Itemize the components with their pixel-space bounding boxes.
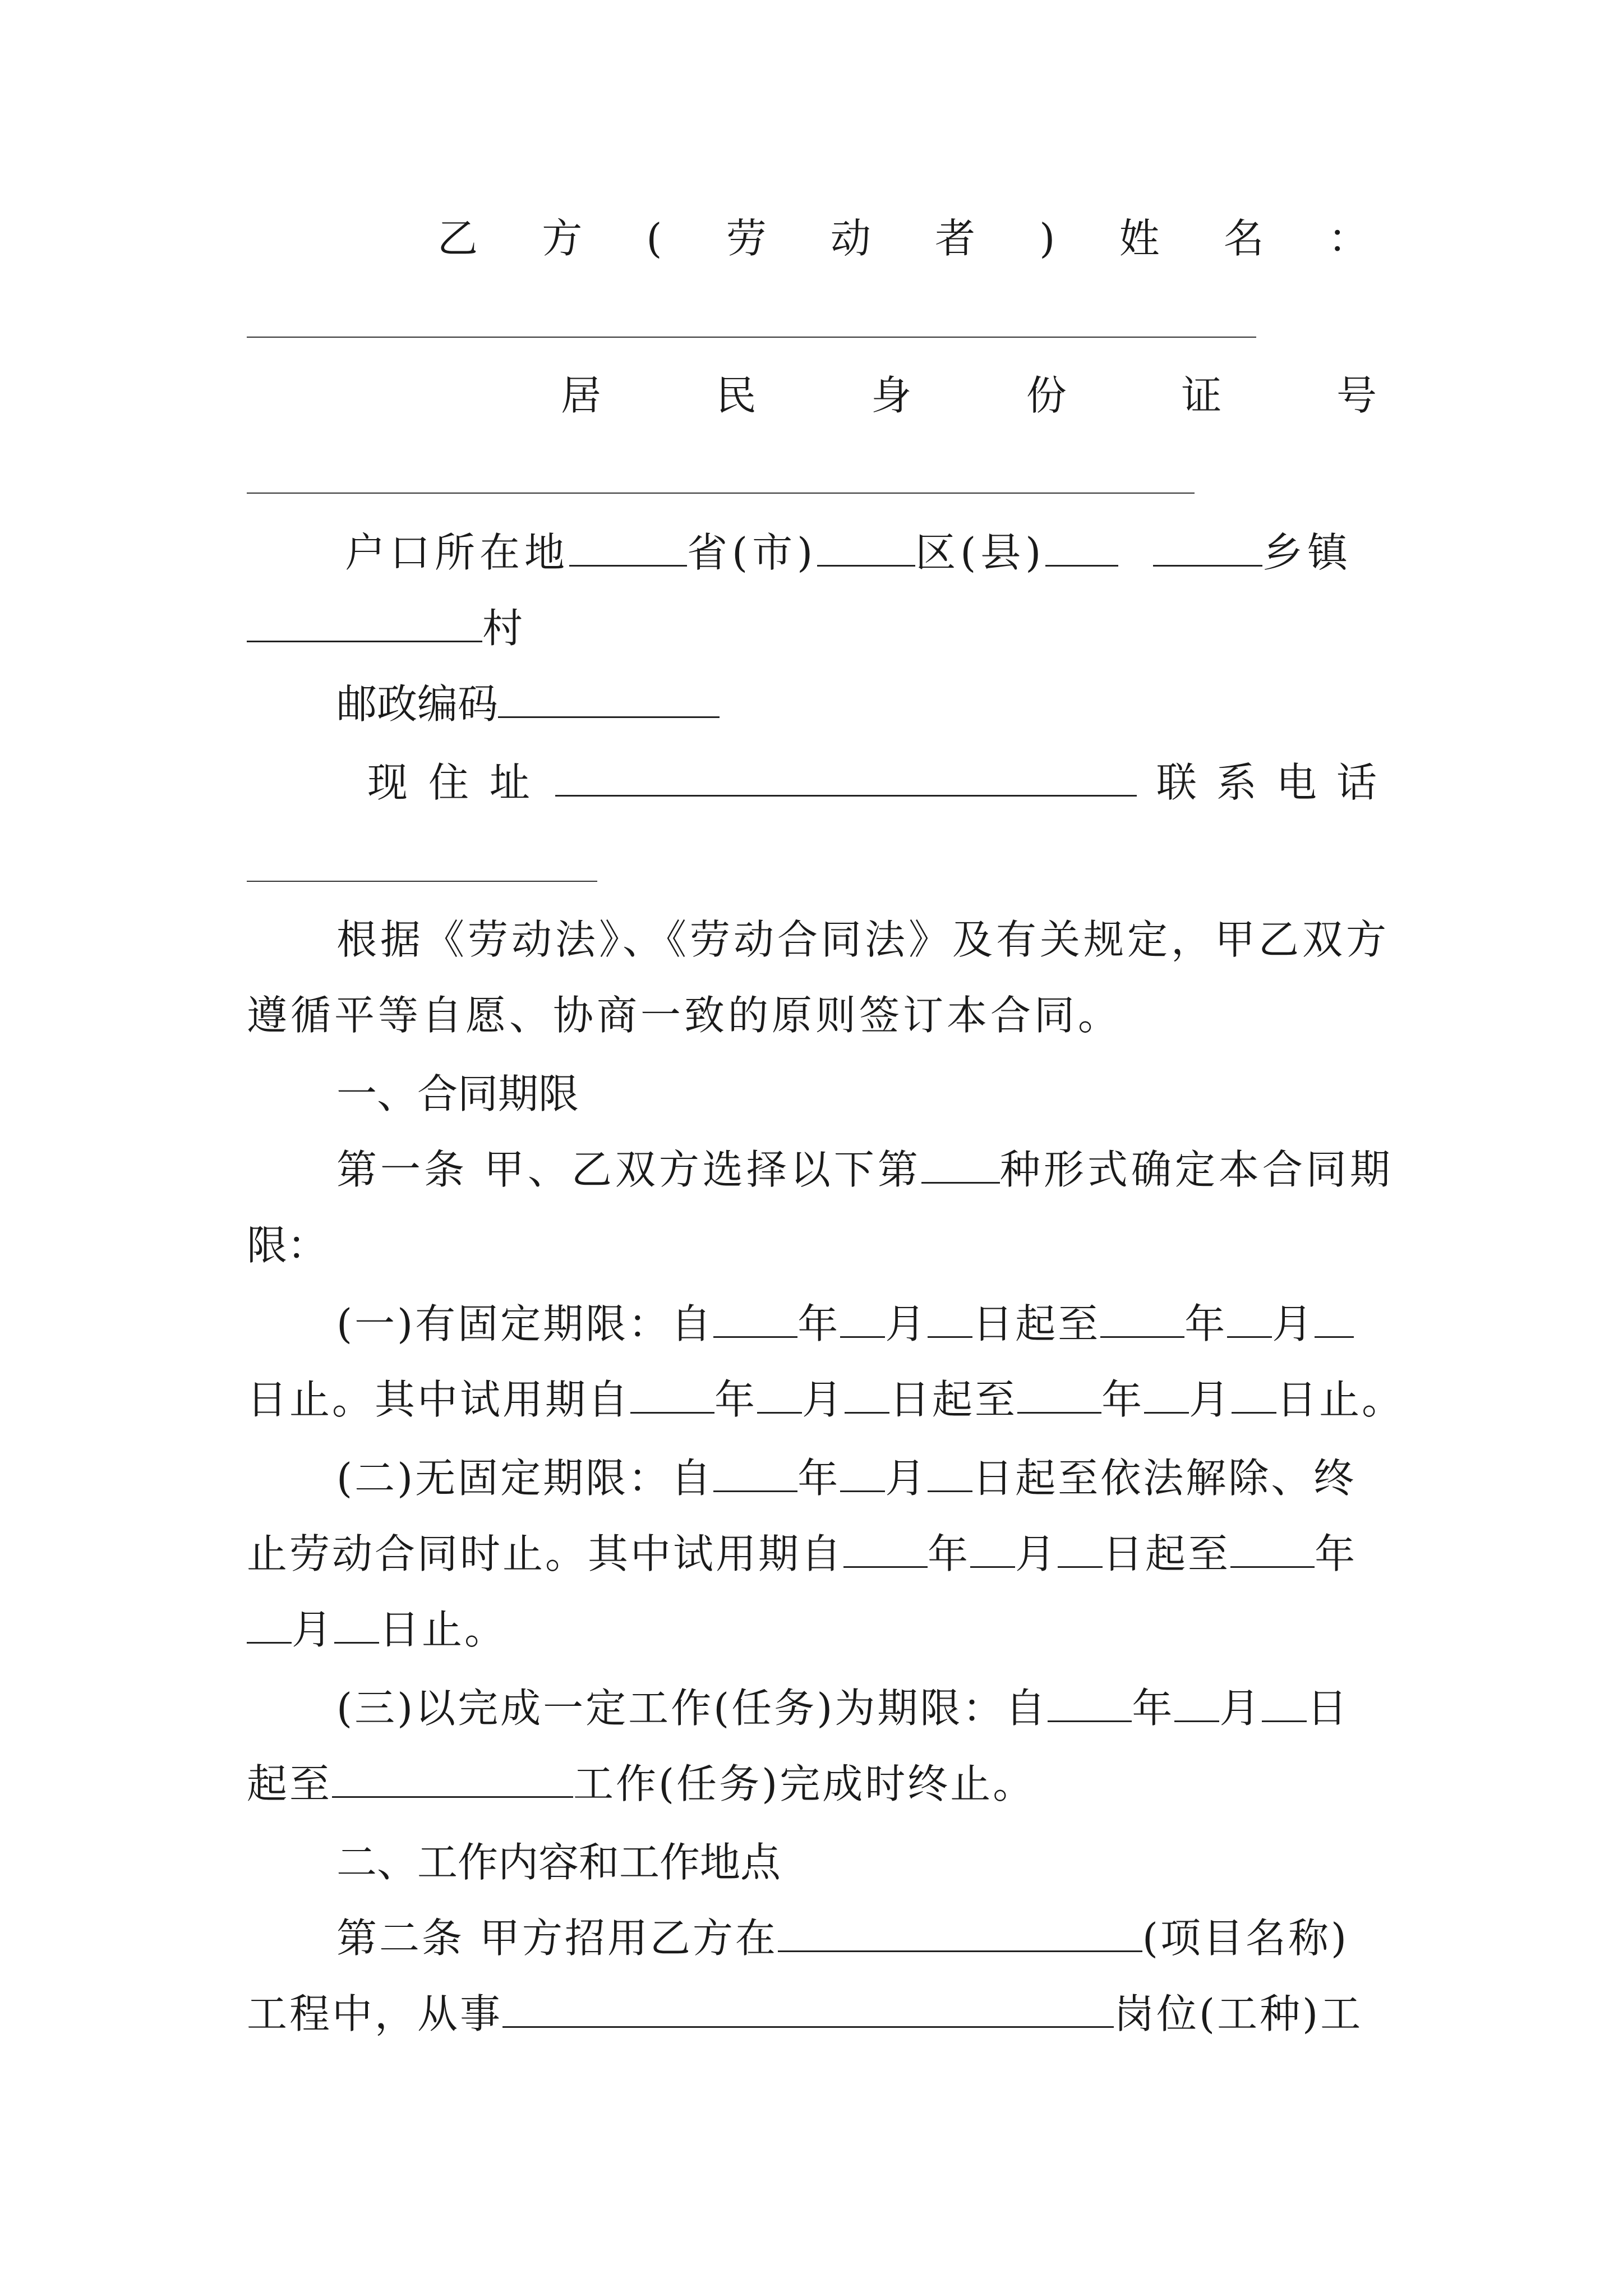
street-blank-2[interactable] bbox=[1153, 527, 1262, 567]
postal-label: 邮政编码 bbox=[336, 680, 499, 728]
id-char: 身 bbox=[871, 372, 912, 419]
province-blank[interactable] bbox=[569, 527, 687, 567]
month-blank[interactable] bbox=[840, 1298, 885, 1338]
district-blank[interactable] bbox=[817, 527, 915, 567]
title-char: 乙 bbox=[437, 215, 478, 262]
name-fill-rule bbox=[247, 337, 1256, 338]
day-blank[interactable] bbox=[928, 1452, 972, 1492]
household-label: 户口所在地 bbox=[345, 529, 570, 576]
month-blank[interactable] bbox=[247, 1604, 292, 1644]
month-blank[interactable] bbox=[840, 1452, 885, 1492]
address-line bbox=[367, 754, 1377, 811]
month-blank[interactable] bbox=[1174, 1682, 1219, 1722]
id-char: 证 bbox=[1181, 372, 1222, 419]
section1-title: 一、合同期限 bbox=[336, 1070, 579, 1117]
task-blank[interactable] bbox=[332, 1758, 573, 1798]
id-number-line bbox=[561, 367, 1377, 424]
form-choice-blank[interactable] bbox=[921, 1144, 1000, 1184]
day-blank[interactable] bbox=[928, 1298, 972, 1338]
title-char: 劳 bbox=[726, 215, 767, 262]
postal-blank[interactable] bbox=[498, 678, 720, 718]
year-blank[interactable] bbox=[843, 1528, 928, 1568]
intro-line-2: 遵循平等自愿、协商一致的原则签订本合同。 bbox=[247, 992, 1122, 1039]
year-blank[interactable] bbox=[1100, 1298, 1184, 1338]
section2-title: 二、工作内容和工作地点 bbox=[336, 1839, 781, 1886]
day-blank[interactable] bbox=[1058, 1528, 1103, 1568]
phone-label: 联 系 电 话 bbox=[1156, 759, 1377, 806]
year-blank[interactable] bbox=[713, 1452, 797, 1492]
village-label: 村 bbox=[482, 605, 523, 652]
street-blank-1[interactable] bbox=[1045, 527, 1118, 567]
year-blank[interactable] bbox=[1230, 1528, 1315, 1568]
title-char: 动 bbox=[830, 215, 871, 262]
village-blank[interactable] bbox=[247, 602, 482, 642]
address-label: 现 住 址 bbox=[367, 759, 530, 806]
id-char: 号 bbox=[1336, 372, 1377, 419]
id-char: 居 bbox=[561, 372, 602, 419]
opt2-line-2: 止劳动合同时止。其中试用期自 年 月 日起至 年 bbox=[247, 1526, 1382, 1582]
art2-line-1: 第二条 甲方招用乙方在 (项目名称) bbox=[336, 1910, 1472, 1966]
title-char: 姓 bbox=[1119, 215, 1160, 262]
id-char: 民 bbox=[716, 372, 757, 419]
opt3-line-2: 起至 工作(任务)完成时终止。 bbox=[247, 1756, 1382, 1812]
village-line bbox=[247, 600, 1382, 656]
title-char: ) bbox=[1039, 215, 1055, 262]
address-blank[interactable] bbox=[555, 757, 1137, 797]
art2-line-2: 工程中，从事 岗位(工种)工 bbox=[247, 1986, 1382, 2042]
year-blank[interactable] bbox=[630, 1374, 714, 1414]
month-blank[interactable] bbox=[757, 1374, 802, 1414]
phone-fill-rule bbox=[247, 881, 597, 882]
town-label: 乡镇 bbox=[1262, 529, 1353, 576]
position-blank[interactable] bbox=[502, 1988, 1114, 2028]
title-char: ： bbox=[1327, 215, 1368, 262]
opt1-line-1: (一)有固定期限：自 年 月 日起至 年 月 bbox=[336, 1296, 1472, 1352]
title-char: 方 bbox=[542, 215, 583, 262]
id-char: 份 bbox=[1026, 372, 1067, 419]
day-blank[interactable] bbox=[334, 1604, 379, 1644]
household-line bbox=[345, 524, 1481, 581]
province-label: 省(市) bbox=[687, 529, 818, 576]
opt3-line-1: (三)以完成一定工作(任务)为期限：自 年 月 日 bbox=[336, 1680, 1472, 1736]
title-char: ( bbox=[646, 215, 662, 262]
project-name-blank[interactable] bbox=[778, 1912, 1142, 1952]
district-label: 区(县) bbox=[915, 529, 1046, 576]
title-char: 者 bbox=[935, 215, 976, 262]
year-blank[interactable] bbox=[713, 1298, 797, 1338]
month-blank[interactable] bbox=[1144, 1374, 1189, 1414]
day-blank[interactable] bbox=[1315, 1298, 1354, 1338]
year-blank[interactable] bbox=[1017, 1374, 1101, 1414]
id-fill-rule bbox=[247, 493, 1195, 494]
postal-line bbox=[336, 676, 1472, 732]
day-blank[interactable] bbox=[1262, 1682, 1307, 1722]
opt2-line-3: 月 日止。 bbox=[247, 1602, 1382, 1658]
month-blank[interactable] bbox=[970, 1528, 1015, 1568]
party-b-name-line bbox=[437, 210, 1368, 266]
day-blank[interactable] bbox=[845, 1374, 889, 1414]
art1-line: 第一条 甲、乙双方选择以下第 种形式确定本合同期 bbox=[336, 1142, 1472, 1198]
month-blank[interactable] bbox=[1227, 1298, 1272, 1338]
intro-line-1: 根据《劳动法》、《劳动合同法》及有关规定，甲乙双方 bbox=[336, 916, 1390, 963]
day-blank[interactable] bbox=[1232, 1374, 1276, 1414]
opt1-line-2: 日止。其中试用期自 年 月 日起至 年 月 日止。 bbox=[247, 1372, 1382, 1428]
year-blank[interactable] bbox=[1048, 1682, 1132, 1722]
art1-line-2: 限： bbox=[247, 1222, 328, 1269]
opt2-line-1: (二)无固定期限：自 年 月 日起至依法解除、终 bbox=[336, 1450, 1472, 1506]
title-char: 名 bbox=[1223, 215, 1264, 262]
